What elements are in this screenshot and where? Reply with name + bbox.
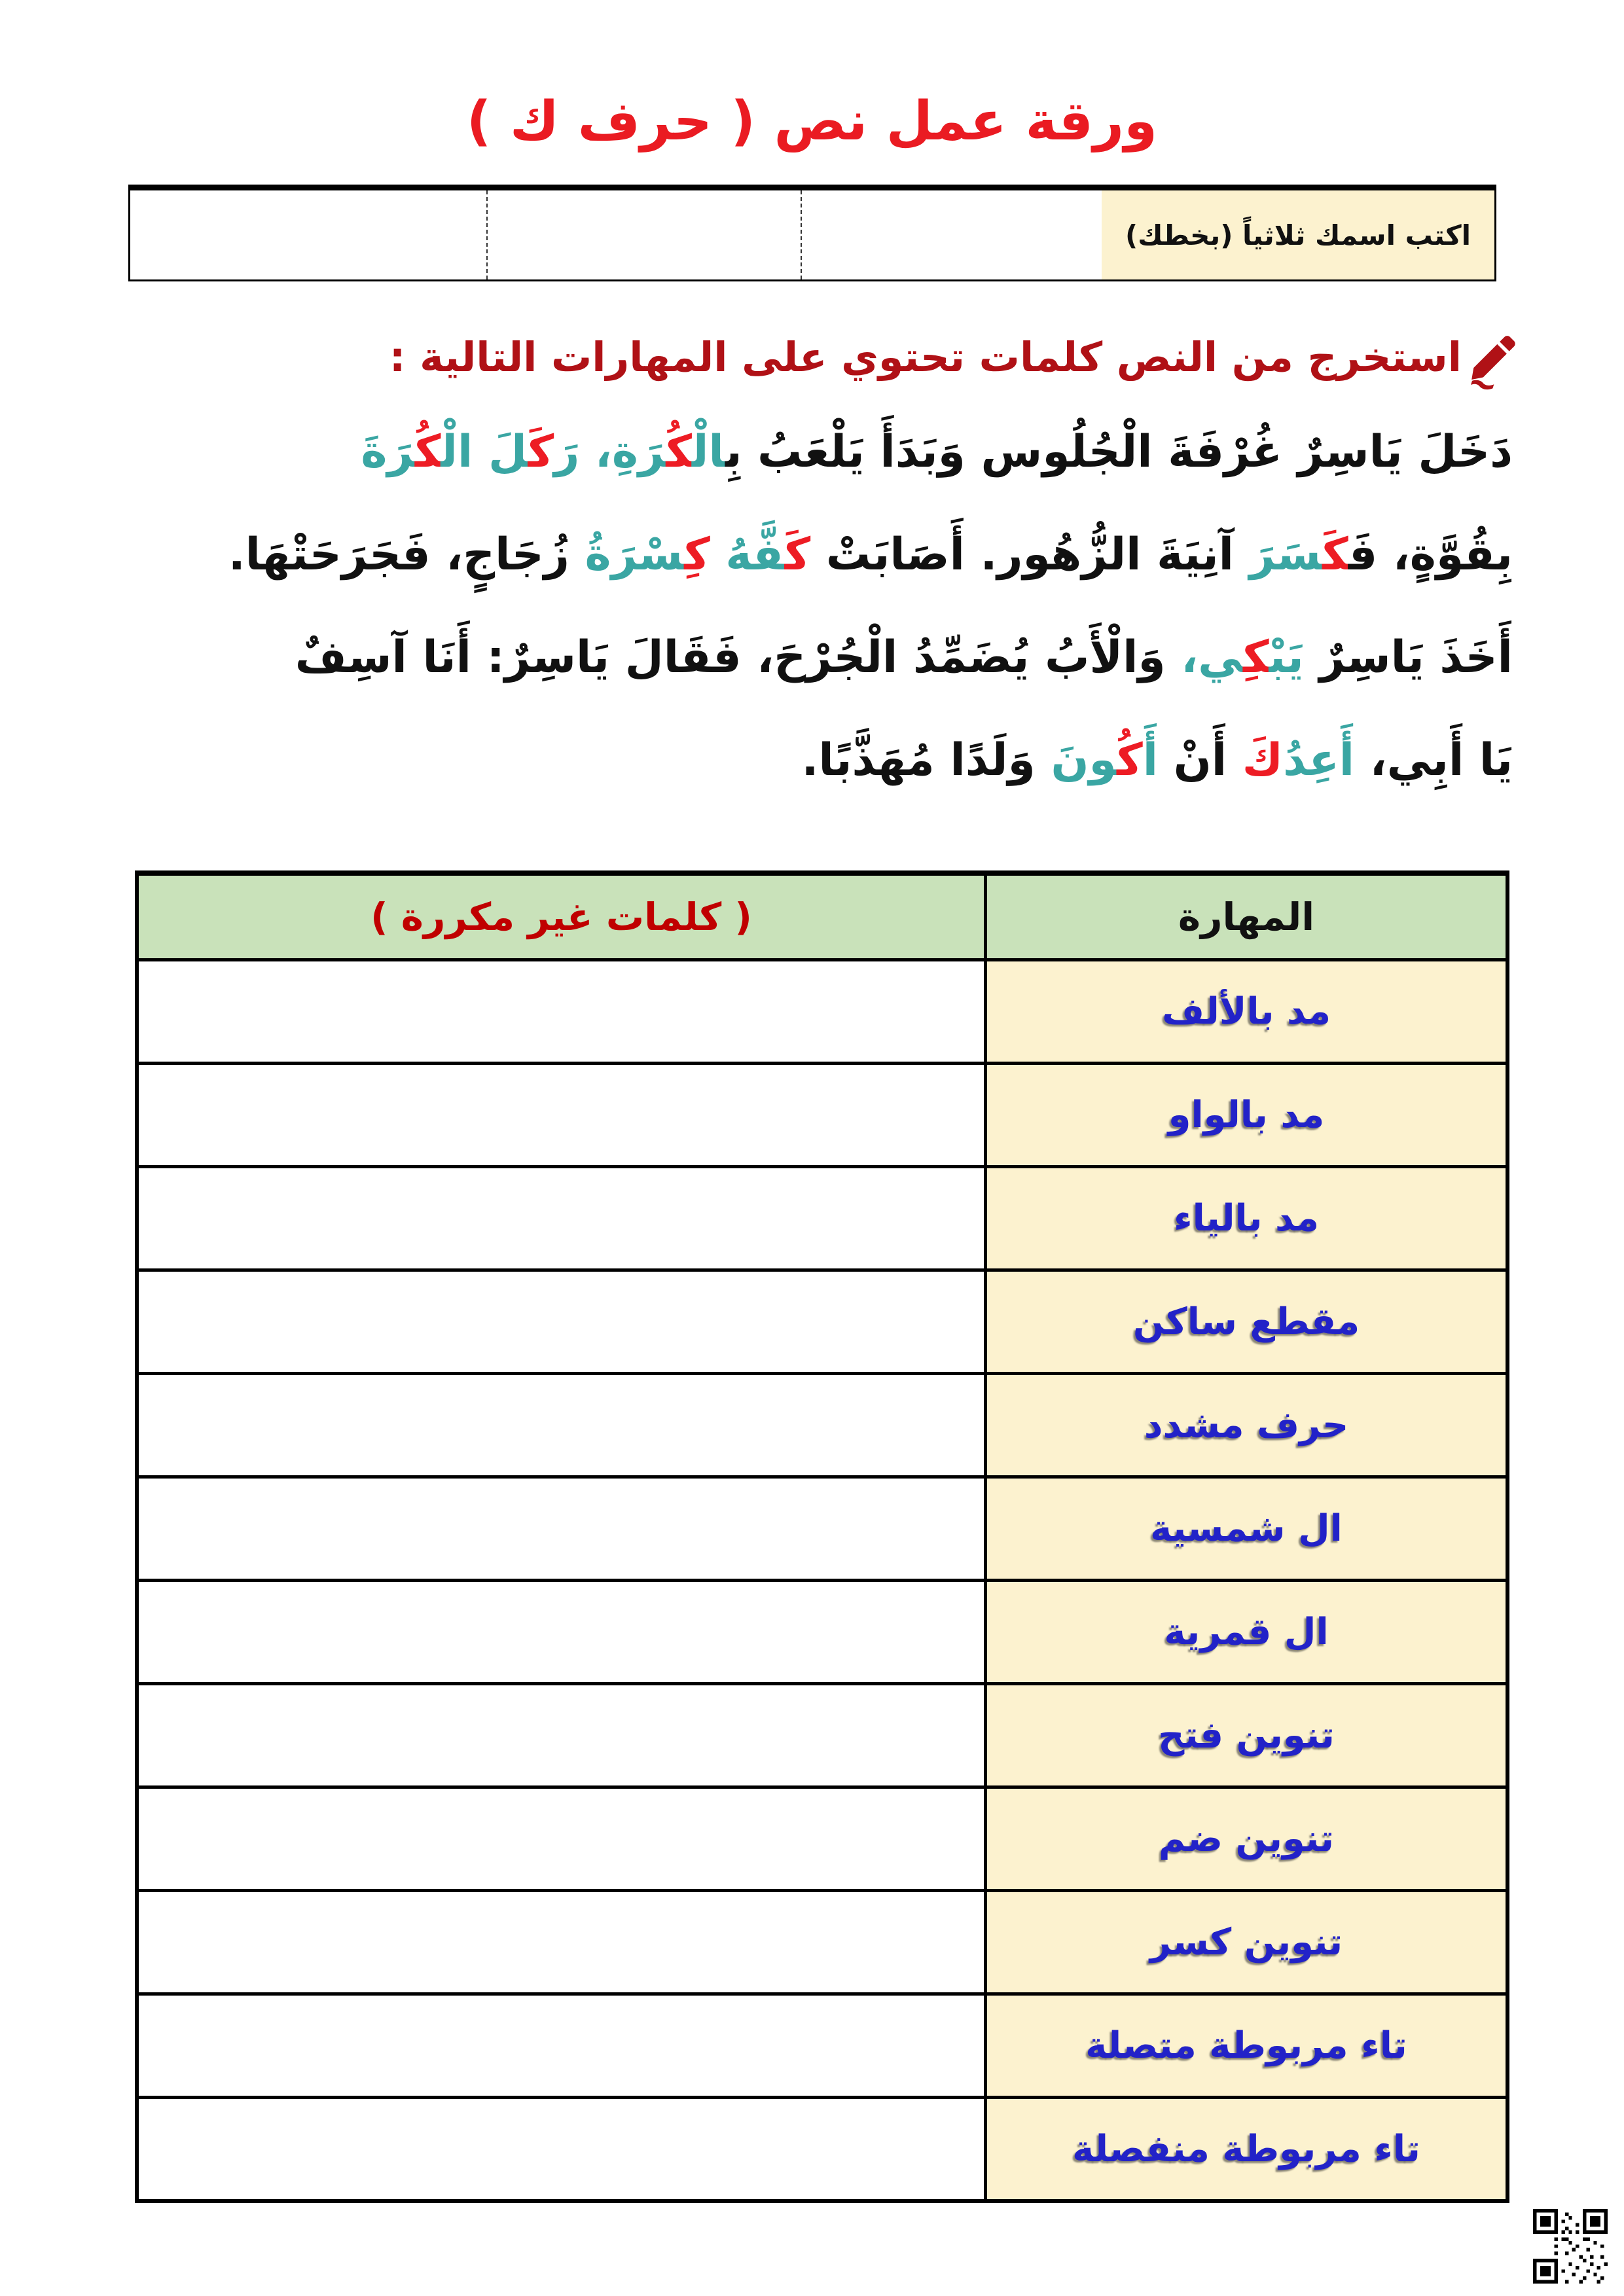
table-row — [139, 1785, 1506, 1889]
passage-segment: وَالْأَبُ يُضَمِّدُ الْجُرْحَ، فَقَالَ يَاسِرٌ: أَنَا آسِفٌ — [295, 632, 1182, 683]
passage-segment: وَلَدًا مُهَذَّبًا. — [801, 734, 1051, 786]
skill-cell — [987, 961, 1506, 1062]
passage-segment: ‍سْرَةُ — [585, 529, 685, 581]
passage-segment: ‍كُ‍ — [666, 426, 692, 478]
skill-cell — [987, 1479, 1506, 1579]
passage-segment: كَ‍ — [784, 529, 811, 581]
passage-segment: كُ‍ — [1117, 734, 1143, 786]
table-row — [139, 1682, 1506, 1785]
passage-segment: ‍كُ‍ — [414, 426, 441, 478]
skill-label: تاء مربوطة منفصلة — [1072, 2128, 1420, 2170]
passage-segment: أَنْ — [1158, 734, 1242, 786]
table-row — [139, 1372, 1506, 1475]
skill-cell — [987, 2099, 1506, 2199]
words-answer-cell[interactable] — [139, 1168, 987, 1268]
passage-line — [158, 503, 1513, 606]
name-entry-cell[interactable] — [801, 190, 1102, 279]
words-answer-cell[interactable] — [139, 1996, 987, 2096]
skill-label: تاء مربوطة متصلة — [1085, 2024, 1407, 2067]
table-row — [139, 1889, 1506, 1992]
passage-segment — [710, 529, 726, 581]
table-row — [139, 958, 1506, 1062]
passage-segment — [579, 426, 595, 478]
reading-passage — [158, 401, 1513, 812]
skills-table-header — [139, 876, 1506, 958]
name-entry-cell[interactable] — [130, 190, 486, 279]
skill-cell — [987, 1065, 1506, 1165]
skill-cell — [987, 1892, 1506, 1992]
words-column-header: ( كلمات غير مكررة ) — [139, 876, 987, 958]
passage-segment: آنِيَةَ الزُّهُور. أَصَابَتْ — [810, 529, 1250, 581]
passage-segment: كَ‍ — [528, 426, 554, 478]
passage-segment: ‍فَّهُ — [725, 529, 785, 581]
words-answer-cell[interactable] — [139, 1272, 987, 1372]
passage-segment: ‍لَ — [488, 426, 528, 478]
words-answer-cell[interactable] — [139, 961, 987, 1062]
passage-segment: ‍ونَ — [1051, 734, 1117, 786]
words-answer-cell[interactable] — [139, 1065, 987, 1165]
skill-label: حرف مشدد — [1144, 1404, 1349, 1446]
skill-cell — [987, 1789, 1506, 1889]
passage-segment: ‍كَ‍ — [1322, 529, 1348, 581]
skill-cell — [987, 1272, 1506, 1372]
skill-cell — [987, 1996, 1506, 2096]
skill-label: مقطع ساكن — [1132, 1300, 1360, 1343]
instruction-heading — [389, 322, 1526, 391]
skill-label: تنوين فتح — [1158, 1714, 1335, 1757]
passage-segment: كَ — [1242, 734, 1284, 786]
skill-label: تنوين ضم — [1159, 1818, 1334, 1860]
passage-segment: أَخَذَ يَاسِرٌ — [1303, 632, 1513, 683]
skill-cell — [987, 1582, 1506, 1682]
table-row — [139, 1165, 1506, 1268]
passage-segment: كِ‍ — [684, 529, 710, 581]
words-answer-cell[interactable] — [139, 1375, 987, 1475]
skill-label: مد بالواو — [1168, 1094, 1325, 1136]
words-answer-cell[interactable] — [139, 2099, 987, 2199]
passage-segment: يَبْ‍ — [1269, 632, 1304, 683]
words-answer-cell[interactable] — [139, 1892, 987, 1992]
qr-code — [1533, 2207, 1608, 2286]
writing-hand-icon — [1466, 331, 1526, 391]
passage-segment: ‍كِ‍ — [1242, 632, 1269, 683]
passage-line — [158, 709, 1513, 812]
passage-segment — [473, 426, 488, 478]
skill-label: ال شمسية — [1150, 1507, 1343, 1550]
table-row — [139, 1062, 1506, 1165]
passage-segment: ‍رَةِ، — [595, 426, 666, 478]
skill-column-header: المهارة — [1178, 895, 1315, 939]
skill-cell — [987, 1168, 1506, 1268]
passage-segment: ‍ي، — [1181, 632, 1243, 683]
passage-segment: دَخَلَ يَاسِرٌ غُرْفَةَ الْجُلُوس وَبَدَأَ يَلْعَبُ بِ‍ — [725, 426, 1513, 478]
passage-segment: بِقُوَّةٍ، فَ‍ — [1348, 529, 1513, 581]
passage-segment: ‍الْ‍ — [691, 426, 725, 478]
skills-table — [135, 870, 1509, 2203]
passage-line — [158, 606, 1513, 709]
skill-label: مد بالياء — [1173, 1197, 1320, 1240]
words-answer-cell[interactable] — [139, 1685, 987, 1785]
table-row — [139, 1579, 1506, 1682]
instruction-text: استخرج من النص كلمات تحتوي على المهارات التالية : — [389, 332, 1462, 381]
table-row — [139, 1475, 1506, 1579]
passage-segment: زُجَاجٍ، فَجَرَحَتْهَا. — [228, 529, 585, 581]
passage-segment: الْ‍ — [441, 426, 473, 478]
name-entry-table — [128, 185, 1496, 281]
table-row — [139, 1268, 1506, 1372]
name-entry-label: اكتب اسمك ثلاثياً (بخطك) — [1102, 190, 1494, 279]
words-answer-cell[interactable] — [139, 1582, 987, 1682]
passage-segment: رَ — [554, 426, 580, 478]
skills-table-body — [139, 958, 1506, 2199]
passage-segment: ‍سَرَ — [1249, 529, 1323, 581]
passage-segment: ‍رَةَ — [361, 426, 415, 478]
table-row — [139, 1992, 1506, 2096]
name-entry-cell[interactable] — [486, 190, 801, 279]
table-row — [139, 2096, 1506, 2199]
words-answer-cell[interactable] — [139, 1479, 987, 1579]
skill-label: مد بالألف — [1162, 990, 1331, 1033]
words-answer-cell[interactable] — [139, 1789, 987, 1889]
passage-segment: أَ — [1142, 734, 1159, 786]
skill-cell — [987, 1375, 1506, 1475]
passage-segment: يَا أَبِي، — [1354, 734, 1513, 786]
passage-line — [158, 401, 1513, 503]
passage-segment: أَعِدُ — [1283, 734, 1355, 786]
skill-label: تنوين كسر — [1149, 1921, 1343, 1964]
page-title: ورقة عمل نص ( حرف ك ) — [466, 90, 1158, 152]
skill-cell — [987, 1685, 1506, 1785]
skill-label: ال قمرية — [1164, 1611, 1329, 1653]
